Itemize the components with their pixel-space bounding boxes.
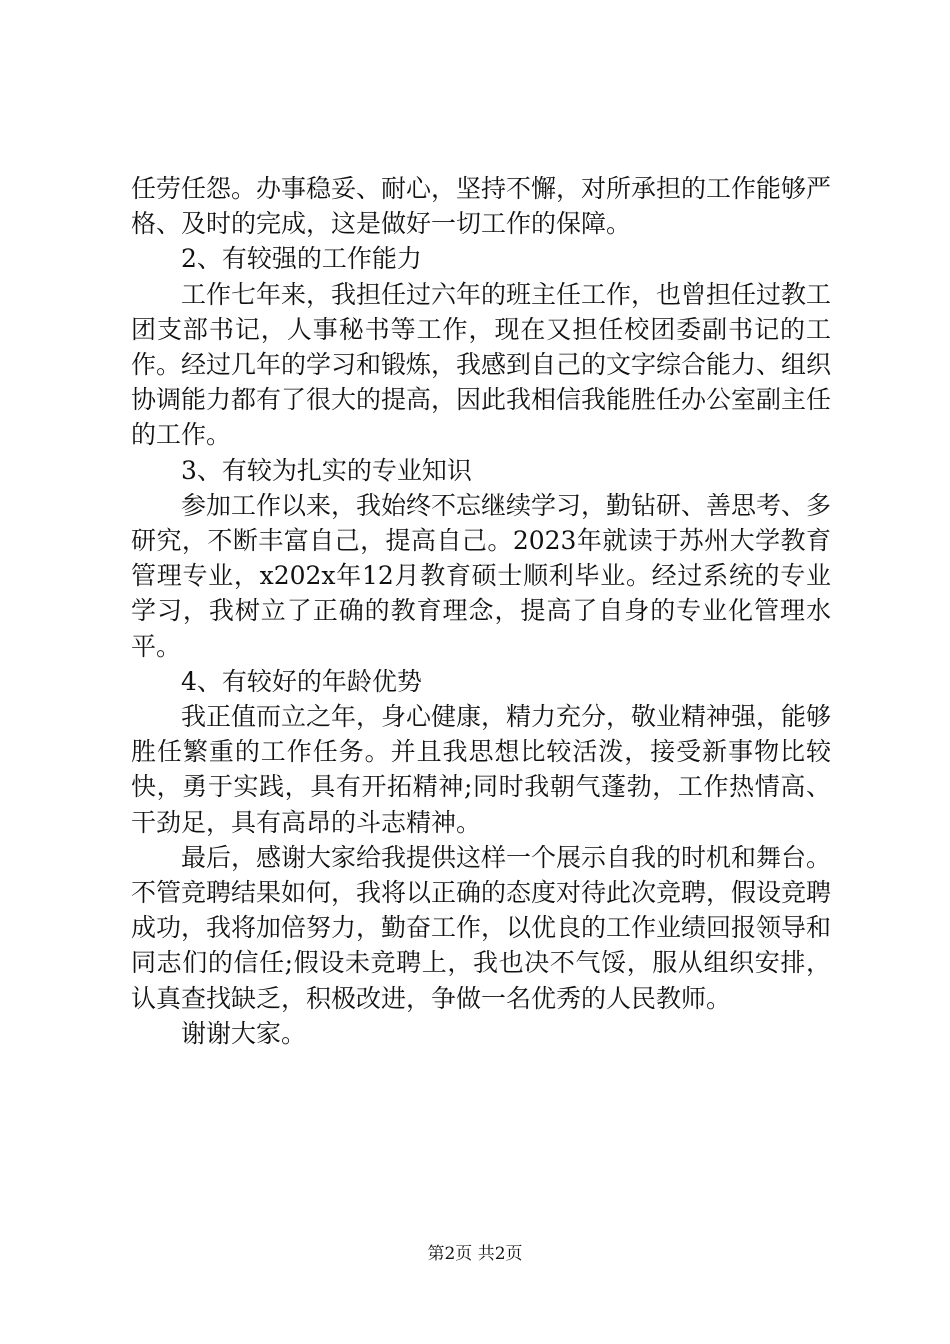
- section-heading-work-ability: 2、有较强的工作能力: [181, 244, 422, 274]
- section-heading-age: 4、有较好的年龄优势: [181, 666, 422, 696]
- paragraph-work-ability: 工作七年来，我担任过六年的班主任工作，也曾担任过教工团支部书记，人事秘书等工作，现在又担任校团委副书记的工作。经过几年的学习和锻炼，我感到自己的文字综合能力、组织协调能力都有了很大的提高，因此我相信我能胜任办公室副主任的工作。: [131, 279, 832, 450]
- document-body: [131, 171, 831, 1051]
- page-footer: 第2页 共2页: [427, 1244, 523, 1264]
- paragraph-knowledge: 参加工作以来，我始终不忘继续学习，勤钻研、善思考、多研究，不断丰富自己，提高自己。2023年就读于苏州大学教育管理专业，x202x年12月教育硕士顺利毕业。经过系统的专业学习，我树立了正确的教育理念，提高了自身的专业化管理水平。: [131, 490, 832, 661]
- paragraph-age: 我正值而立之年，身心健康，精力充分，敬业精神强，能够胜任繁重的工作任务。并且我思想比较活泼，接受新事物比较快，勇于实践，具有开拓精神;同时我朝气蓬勃，工作热情高、干劲足，具有高昂的斗志精神。: [131, 702, 832, 837]
- paragraph-continued: 任劳任怨。办事稳妥、耐心，坚持不懈，对所承担的工作能够严格、及时的完成，这是做好一切工作的保障。: [131, 174, 832, 239]
- paragraph-closing: 最后，感谢大家给我提供这样一个展示自我的时机和舞台。不管竞聘结果如何，我将以正确的态度对待此次竞聘，假设竞聘成功，我将加倍努力，勤奋工作，以优良的工作业绩回报领导和同志们的信任;假设未竞聘上，我也决不气馁，服从组织安排，认真查找缺乏，积极改进，争做一名优秀的人民教师。: [131, 842, 832, 1013]
- paragraph-thanks: 谢谢大家。: [181, 1018, 307, 1048]
- section-heading-knowledge: 3、有较为扎实的专业知识: [181, 455, 472, 485]
